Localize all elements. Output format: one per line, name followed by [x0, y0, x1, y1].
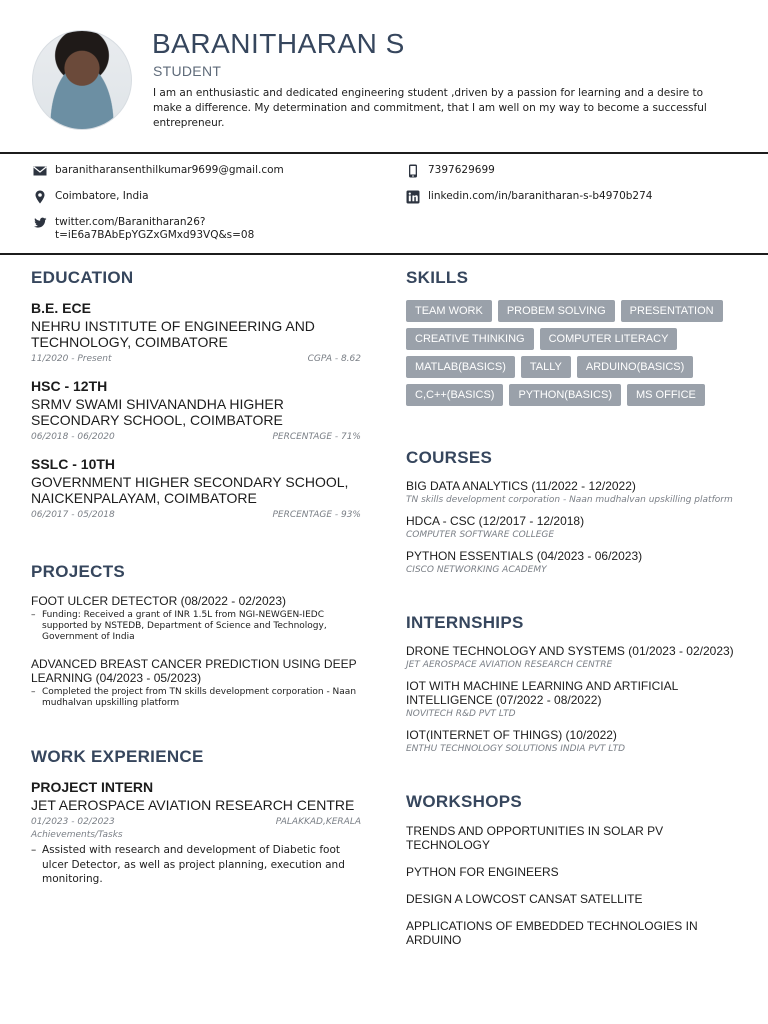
candidate-name: BARANITHARAN S — [152, 28, 405, 59]
education-entry — [31, 378, 361, 442]
project-bullet-text: Completed the project from TN skills development corporation - Naan mudhalvan upskilling platform — [42, 687, 357, 708]
projects-heading: PROJECTS — [31, 562, 126, 581]
workshops-heading: WORKSHOPS — [406, 792, 523, 811]
course-entry — [406, 549, 746, 575]
internship-entry — [406, 644, 746, 670]
internship-org: NOVITECH R&D PVT LTD — [406, 709, 516, 719]
project-entry — [31, 657, 361, 709]
skill-tag: MATLAB(BASICS) — [406, 356, 515, 378]
skill-tag: MS OFFICE — [627, 384, 705, 406]
education-dates: 11/2020 - Present — [31, 354, 112, 364]
project-title: FOOT ULCER DETECTOR (08/2022 - 02/2023) — [31, 594, 286, 608]
course-org: TN skills development corporation - Naan mudhalvan upskilling platform — [406, 495, 733, 505]
internship-org: JET AEROSPACE AVIATION RESEARCH CENTRE — [406, 660, 613, 670]
candidate-role: STUDENT — [153, 63, 222, 79]
summary-text: I am an enthusiastic and dedicated engineering student ,driven by a passion for learning and a desire to make a difference. My determination and commitment, that I am well on my way to become a successful entrepreneur. — [153, 87, 707, 129]
skill-tag: PROBEM SOLVING — [498, 300, 615, 322]
work-bullet: – Assisted with research and development of Diabetic foot ulcer Detector, as well as project planning, execution and monitoring. — [31, 843, 361, 887]
contact-twitter[interactable] — [33, 216, 254, 242]
internship-name: DRONE TECHNOLOGY AND SYSTEMS (01/2023 - 02/2023) — [406, 644, 734, 658]
work-tasks-label: Achievements/Tasks — [31, 830, 123, 840]
phone-text: 7397629699 — [428, 164, 495, 176]
work-meta — [31, 817, 361, 827]
education-score: CGPA - 8.62 — [307, 354, 361, 364]
course-org: CISCO NETWORKING ACADEMY — [406, 565, 547, 575]
education-school: NEHRU INSTITUTE OF ENGINEERING AND TECHNOLOGY, COIMBATORE — [31, 318, 315, 350]
skills-heading: SKILLS — [406, 268, 469, 287]
education-degree: HSC - 12TH — [31, 378, 108, 394]
work-experience-heading: WORK EXPERIENCE — [31, 747, 204, 766]
course-org: COMPUTER SOFTWARE COLLEGE — [406, 530, 555, 540]
skill-tag: TEAM WORK — [406, 300, 492, 322]
skill-tag: CREATIVE THINKING — [406, 328, 534, 350]
education-degree: B.E. ECE — [31, 300, 91, 316]
linkedin-text: linkedin.com/in/baranitharan-s-b4970b274 — [428, 190, 653, 202]
skills-tag-list — [406, 300, 736, 406]
twitter-bird-icon — [33, 216, 47, 230]
linkedin-icon — [406, 190, 420, 204]
contact-divider — [0, 253, 768, 255]
internship-entry — [406, 679, 746, 719]
right-column — [406, 268, 746, 947]
profile-photo — [32, 30, 132, 130]
work-tasks-label-row — [31, 830, 361, 840]
work-location: PALAKKAD,KERALA — [275, 817, 361, 827]
phone-icon — [406, 164, 420, 178]
contact-phone[interactable] — [406, 164, 495, 178]
skill-tag: ARDUINO(BASICS) — [577, 356, 693, 378]
work-dates: 01/2023 - 02/2023 — [31, 817, 115, 827]
skill-tag: C,C++(BASICS) — [406, 384, 503, 406]
education-score: PERCENTAGE - 71% — [272, 432, 361, 442]
work-bullet-text: Assisted with research and development of Diabetic foot ulcer Detector, as well as project planning, execution and monitoring. — [42, 844, 345, 885]
contact-email[interactable] — [33, 164, 284, 178]
project-bullet: – Completed the project from TN skills development corporation - Naan mudhalvan upskilling platform — [31, 687, 361, 709]
project-entry — [31, 594, 361, 643]
education-score: PERCENTAGE - 93% — [272, 510, 361, 520]
skill-tag: TALLY — [521, 356, 571, 378]
internship-name: IOT(INTERNET OF THINGS) (10/2022) — [406, 728, 617, 742]
skill-tag: PRESENTATION — [621, 300, 723, 322]
internship-org: ENTHU TECHNOLOGY SOLUTIONS INDIA PVT LTD — [406, 744, 626, 754]
course-entry — [406, 514, 746, 540]
project-bullet-text: Funding: Received a grant of INR 1.5L from NGI-NEWGEN-IEDC supported by NSTEDB, Department of Science and Technology, Government of India — [42, 610, 327, 642]
workshop-item: PYTHON FOR ENGINEERS — [406, 865, 559, 879]
course-name: HDCA - CSC (12/2017 - 12/2018) — [406, 514, 585, 528]
education-meta — [31, 354, 361, 364]
course-entry — [406, 479, 746, 505]
workshop-item: TRENDS AND OPPORTUNITIES IN SOLAR PV TECHNOLOGY — [406, 824, 664, 852]
education-entry — [31, 456, 361, 520]
education-entry — [31, 300, 361, 364]
twitter-text: twitter.com/Baranitharan26? t=iE6a7BAbEpYGZxGMxd93VQ&s=08 — [55, 216, 255, 241]
email-text: baranitharansenthilkumar9699@gmail.com — [55, 164, 284, 176]
course-name: PYTHON ESSENTIALS (04/2023 - 06/2023) — [406, 549, 643, 563]
workshop-item: APPLICATIONS OF EMBEDDED TECHNOLOGIES IN ARDUINO — [406, 919, 698, 947]
left-column — [31, 268, 361, 887]
education-dates: 06/2017 - 05/2018 — [31, 510, 115, 520]
contact-location — [33, 190, 149, 204]
work-role: PROJECT INTERN — [31, 779, 154, 795]
education-school: GOVERNMENT HIGHER SECONDARY SCHOOL, NAICKENPALAYAM, COIMBATORE — [31, 474, 349, 506]
courses-heading: COURSES — [406, 448, 493, 467]
education-meta — [31, 432, 361, 442]
envelope-icon — [33, 164, 47, 178]
project-title: ADVANCED BREAST CANCER PREDICTION USING DEEP LEARNING (04/2023 - 05/2023) — [31, 657, 357, 685]
education-meta — [31, 510, 361, 520]
project-bullet: – Funding: Received a grant of INR 1.5L from NGI-NEWGEN-IEDC supported by NSTEDB, Department of Science and Technology, Government of India — [31, 610, 361, 643]
education-dates: 06/2018 - 06/2020 — [31, 432, 115, 442]
work-entry — [31, 779, 361, 887]
resume-header — [0, 0, 768, 152]
education-school: SRMV SWAMI SHIVANANDHA HIGHER SECONDARY SCHOOL, COIMBATORE — [31, 396, 284, 428]
workshop-item: DESIGN A LOWCOST CANSAT SATELLITE — [406, 892, 643, 906]
internship-entry — [406, 728, 746, 754]
education-degree: SSLC - 10TH — [31, 456, 116, 472]
contact-linkedin[interactable] — [406, 190, 652, 204]
skill-tag: COMPUTER LITERACY — [540, 328, 678, 350]
location-text: Coimbatore, India — [55, 190, 149, 202]
skill-tag: PYTHON(BASICS) — [509, 384, 621, 406]
course-name: BIG DATA ANALYTICS (11/2022 - 12/2022) — [406, 479, 636, 493]
header-divider — [0, 152, 768, 154]
education-heading: EDUCATION — [31, 268, 134, 287]
internship-name: IOT WITH MACHINE LEARNING AND ARTIFICIAL INTELLIGENCE (07/2022 - 08/2022) — [406, 679, 678, 707]
location-pin-icon — [33, 190, 47, 204]
work-company: JET AEROSPACE AVIATION RESEARCH CENTRE — [31, 797, 355, 813]
internships-heading: INTERNSHIPS — [406, 613, 524, 632]
